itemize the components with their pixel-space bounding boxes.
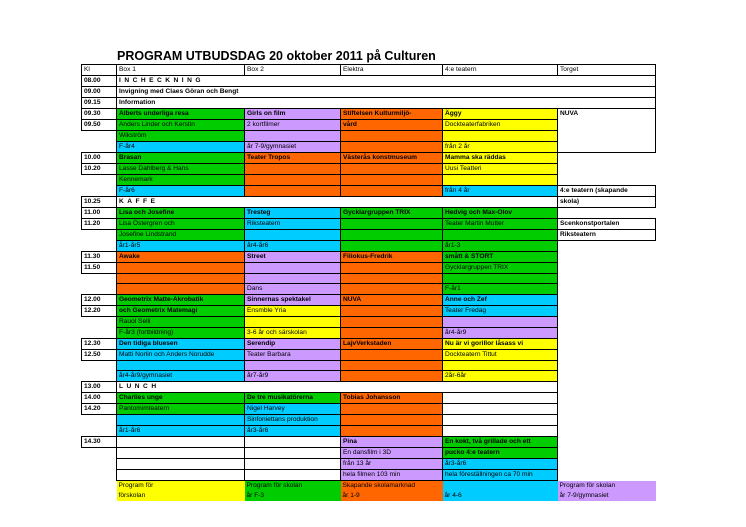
time-cell: 11.20 [82,219,117,230]
slot-1400-line1 [82,393,656,404]
row-incheckning [82,76,656,87]
event-title: Charlies unge [117,393,245,404]
legend-yellow-sub: förskolan [117,491,245,501]
time-cell: 12.20 [82,306,117,317]
legend-orange-sub: år 1-9 [341,491,443,501]
event-detail: Wikström [117,131,245,142]
header-elektra: Elektra [341,65,443,76]
time-cell: 09.50 [82,120,117,131]
incheckning-label: INCHECKNING [117,76,656,87]
event-title: Lisa och Josefine [117,208,245,219]
event-title: och Geometrix Matemagi [117,306,245,317]
event-detail: Pantomimteatern [117,404,245,415]
slot-1100-line2 [82,219,656,230]
event-title: LajvVerkstaden [341,339,443,350]
event-title: Geometrix Matte-Akrobatik [117,295,245,306]
slot-1430-line1 [82,437,656,448]
time-cell: 12.50 [82,350,117,361]
legend-orange: Skapande skolamarknad [341,481,443,492]
torget-scenkonstportalen: Scenkonstportalen [558,219,656,230]
event-detail: Anders Linder och Kerstin [117,120,245,131]
event-title: Gycklargruppen TRIX [341,208,443,219]
event-detail: Teater Fredag [443,306,558,317]
time-cell: 09.15 [82,98,117,109]
kaffe-label: KAFFE [117,197,558,208]
event-title: Teater Tropos [245,153,341,164]
event-detail: Teater Martin Mutter [443,219,558,230]
header-box1: Box 1 [117,65,245,76]
slot-0930-line1 [82,109,656,120]
event-detail: Lasse Dahlberg & Hans [117,164,245,175]
event-age: år1-3 [443,241,558,252]
slot-1130-line4 [82,284,656,295]
event-detail: vård [341,120,443,131]
time-cell: 14.20 [82,404,117,415]
information-label: Information [117,98,656,109]
event-age: år4-år9 [443,328,558,339]
legend-row-2 [82,491,656,501]
row-information [82,98,656,109]
event-age: F-år3 (fortbildning) [117,328,245,339]
event-title: Pina [341,437,443,448]
schedule-table [81,64,656,501]
event-age: år 7-9/gymnasiet [245,142,341,153]
time-cell: 11.00 [82,208,117,219]
slot-1130-line1 [82,252,656,263]
event-age: F-år4 [117,142,245,153]
legend-violet: Program för skolan [558,481,656,492]
header-4e-teatern: 4:e teatern [443,65,558,76]
slot-1130-line3 [82,274,656,284]
event-title: Awake [117,252,245,263]
time-cell: 14.30 [82,437,117,448]
event-detail: Dans [245,284,341,295]
event-title: Brasan [117,153,245,164]
torget-4e-teatern: 4:e teatern (skapande [558,186,656,197]
event-duration: hela filmen 103 min [341,470,443,481]
event-age: 3-6 år och särskolan [245,328,341,339]
slot-1100-line4 [82,241,656,252]
event-title: Mamma ska räddas [443,153,558,164]
event-age: år3-år6 [443,459,558,470]
event-duration: hela föreställningen ca 70 min [443,470,558,481]
event-title: Street [245,252,341,263]
event-title: Tobias Johansson [341,393,443,404]
page-title: PROGRAM UTBUDSDAG 20 oktober 2011 på Culturen [117,49,436,63]
event-age: år1-år6 [117,426,245,437]
slot-1200-line3 [82,317,656,328]
event-age: år4-år6 [245,241,341,252]
time-cell: 12.30 [82,339,117,350]
event-detail: Rauol Selli [117,317,245,328]
event-title: Serendip [245,339,341,350]
slot-1100-line3 [82,230,656,241]
legend-green: Program för skolan [245,481,341,492]
header-box2: Box 2 [245,65,341,76]
slot-1000-line4 [82,186,656,197]
time-cell: 11.30 [82,252,117,263]
legend-violet-sub: år 7-9/gymnasiet [558,491,656,501]
slot-1200-line4 [82,328,656,339]
slot-1400-line4 [82,426,656,437]
event-detail: Dockteaterfabriken [443,120,558,131]
event-title: De tre musikatörerna [245,393,341,404]
event-detail: Sinfoniettans produktion [245,415,341,426]
legend-yellow: Program för [117,481,245,492]
event-title: Girls on film [245,109,341,120]
slot-1430-line3 [82,459,656,470]
event-age: från 13 år [341,459,443,470]
event-detail: Kennemark [117,175,245,186]
event-detail: En dansfilm i 3D [341,448,443,459]
torget-skola: skola) [558,197,656,208]
slot-1230-line2 [82,350,656,361]
slot-1000-line3 [82,175,656,186]
event-detail: Nigel Harvey [245,404,341,415]
event-title: Anne och Zef [443,295,558,306]
slot-1200-line1 [82,295,656,306]
event-detail: Teater Barbara [245,350,341,361]
slot-1230-line1 [82,339,656,350]
slot-1230-line4 [82,371,656,382]
row-lunch [82,382,656,393]
header-torget: Torget [558,65,656,76]
event-detail: 2 kortfilmer [245,120,341,131]
event-detail: Riksteatern [245,219,341,230]
legend-green-sub: år F-3 [245,491,341,501]
event-title: Filiokus-Fredrik [341,252,443,263]
time-cell: 10.25 [82,197,117,208]
event-age: från 4 år [443,186,558,197]
event-age: F-år1 [443,284,558,295]
time-cell: 13.00 [82,382,117,393]
event-detail: Uusi Teatteri [443,164,558,175]
slot-1400-line2 [82,404,656,415]
event-title: Västerås konstmuseum [341,153,443,164]
time-cell: 08.00 [82,76,117,87]
event-detail: Josefine Lindstrand [117,230,245,241]
event-detail: Matti Norlin och Anders Norudde [117,350,245,361]
row-invigning [82,87,656,98]
event-title: En kokt, två grillade och ett [443,437,558,448]
torget-nuva: NUVA [558,109,656,153]
invigning-label: Invigning med Claes Göran och Bengt [117,87,656,98]
event-age: år7-år9 [245,371,341,382]
event-detail: Dockteatern Tittut [443,350,558,361]
slot-1200-line2 [82,306,656,317]
header-row [82,65,656,76]
event-age: år1-år5 [117,241,245,252]
time-cell: 10.00 [82,153,117,164]
slot-1430-line2 [82,448,656,459]
time-cell: 09.00 [82,87,117,98]
event-title: Nu är vi gorillor låsass vi [443,339,558,350]
event-title: Hedvig och Max-Olov [443,208,558,219]
event-title: Den tidiga bluesen [117,339,245,350]
slot-1000-line2 [82,164,656,175]
time-cell: 12.00 [82,295,117,306]
lunch-label: LUNCH [117,382,558,393]
event-title: Äggy [443,109,558,120]
event-age: från 2 år [443,142,558,153]
event-title: Tresteg [245,208,341,219]
legend-row-1 [82,481,656,492]
event-detail: Lisa Östergren och [117,219,245,230]
event-age: F-år6 [117,186,245,197]
legend-cyan-sub: år 4-6 [443,491,558,501]
event-detail: pucko 4:e teatern [443,448,558,459]
time-cell: 14.00 [82,393,117,404]
time-cell: 10.20 [82,164,117,175]
slot-1400-line3 [82,415,656,426]
event-age: år4-år9/gymnasiet [117,371,245,382]
event-title: NUVA [341,295,443,306]
slot-1430-line4 [82,470,656,481]
event-detail: Gycklargruppen TRIX [443,263,558,274]
event-age: år3-år6 [245,426,341,437]
event-title: Sinnernas spektakel [245,295,341,306]
slot-1230-line3 [82,361,656,371]
event-title: Stiftelsen Kulturmiljö- [341,109,443,120]
event-detail: Ensmble Yria [245,306,341,317]
torget-riksteatern: Riksteatern [558,230,656,241]
event-age: 2år-6år [443,371,558,382]
time-cell: 09.30 [82,109,117,120]
slot-1130-line2 [82,263,656,274]
slot-1100-line1 [82,208,656,219]
event-title: smått & STORT [443,252,558,263]
time-cell: 11.50 [82,263,117,274]
event-title: Alberts underliga resa [117,109,245,120]
header-kl: Kl [82,65,117,76]
slot-1000-line1 [82,153,656,164]
row-kaffe [82,197,656,208]
